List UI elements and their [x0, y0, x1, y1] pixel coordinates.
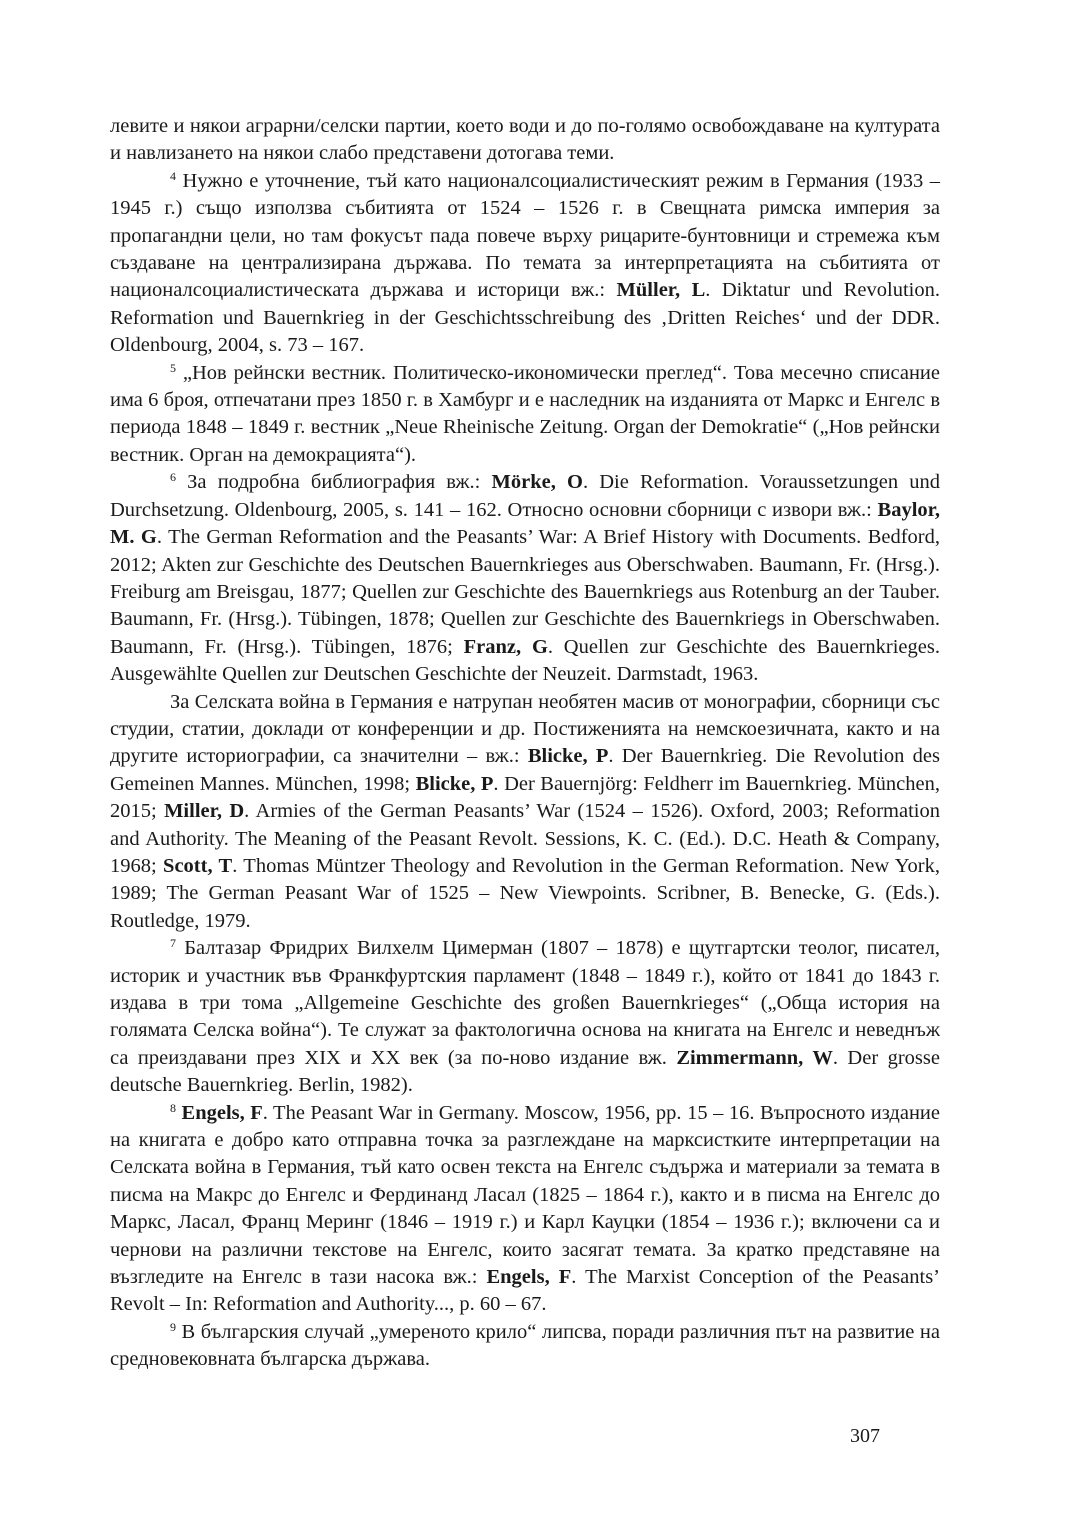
author-name: Miller, D [164, 800, 245, 823]
author-name: Engels, F [181, 1101, 263, 1124]
author-name: Blicke, P [527, 745, 609, 768]
text-run: . Der grosse deutsche Bauernkrieg. Berlin, 1982). [110, 1046, 940, 1097]
text-run: . The German Reformation and the Peasants’ War: A Brief History with Documents. Bedford, 2012; Akten zur Geschichte des Deutschen Bauernkrieges aus Oberschwaben. Baumann, Fr. (Hrsg.). Freiburg am Breisgau, 1877; Quellen zur Geschichte des Bauernkriegs aus Rotenburg an der Tauber. Baumann, Fr. (Hrsg.). Tübingen, 1878; Quellen zur Geschichte des Bauernkriegs in Oberschwaben. Baumann, Fr. (Hrsg.). Tübingen, 1876; [110, 526, 940, 658]
page-body [110, 113, 940, 1374]
footnote-number: 7 [170, 936, 176, 951]
footnote-number: 5 [170, 360, 176, 375]
author-name: Müller, L [616, 279, 706, 302]
footnote-number: 4 [170, 168, 176, 183]
text-run: . Der Bauernjörg: Feldherr im Bauernkrieg. München, 2015; [110, 772, 940, 823]
footnote-4 [110, 168, 940, 360]
text-run: . Diktatur und Revolution. Reformation und Bauernkrieg in der Geschichtsschreibung des ‚Dritten Reiches‘ und der DDR. Oldenbourg, 2004, s. 73 – 167. [110, 279, 940, 357]
footnote-number: 8 [170, 1100, 176, 1115]
author-name: Zimmermann, W [676, 1046, 833, 1069]
author-name: Scott, T [163, 854, 233, 877]
text-run: Нужно е уточнение, тъй като националсоциалистическият режим в Германия (1933 – 1945 г.) също използва събитията от 1524 – 1526 г. в Свещната римска империя за пропагандни цели, но там фокусът пада повече върху рицарите-бунтовници и стремежа към създаване на централизирана държава. По темата за интерпретацията на събитията от националсоциалистическата държава и историци вж.: [110, 169, 940, 302]
text-run: За подробна библиография вж.: [176, 471, 492, 494]
author-name: Blicke, P [415, 772, 494, 795]
paragraph-bibliography [110, 689, 940, 936]
footnote-number: 6 [170, 470, 176, 485]
text-run: Балтазар Фридрих Вилхелм Цимерман (1807 – 1878) е щутгартски теолог, писател, историк и участник във Франкфуртския парламент (1848 – 1849 г.), който от 1841 до 1843 г. издава в три тома „Allgemeine Geschichte des großen Bauernkrieges“ („Обща история на голямата Селска война“). Те служат за фактологична основа на книгата на Енгелс и неведнъж са преиздавани през XIX и XX век (за по-ново издание вж. [110, 937, 940, 1069]
text-run: В българския случай „умереното крило“ липсва, поради различния път на развитие на средновековната българска държава. [110, 1320, 940, 1371]
footnote-9 [110, 1319, 940, 1374]
page-number: 307 [850, 1425, 880, 1447]
text-run: . The Marxist Conception of the Peasants’ Revolt – In: Reformation and Authority..., p. 60 – 67. [110, 1266, 940, 1316]
text-run: . Der Bauernkrieg. Die Revolution des Gemeinen Mannes. München, 1998; [110, 745, 941, 795]
footnote-7 [110, 935, 940, 1099]
text-run: левите и някои аграрни/селски партии, което води и до по-голямо освобождаване на културата и навлизането на някои слабо представени дотогава теми. [110, 115, 940, 165]
footnote-6 [110, 469, 940, 688]
author-name: Baylor, M. G [110, 498, 940, 549]
paragraph-1 [110, 113, 940, 168]
text-run: За Селската война в Германия е натрупан необятен масив от монографии, сборници със студии, статии, доклади от конференции и др. Постиженията на немскоезичната, както и на другите историографии, са значителни – вж.: [110, 690, 940, 768]
text-run: . Armies of the German Peasants’ War (1524 – 1526). Oxford, 2003; Reformation and Authority. The Meaning of the Peasant Revolt. Sessions, K. C. (Ed.). D.C. Heath & Company, 1968; [110, 800, 940, 877]
author-name: Franz, G [463, 635, 548, 658]
footnote-5 [110, 360, 940, 470]
author-name: Mörke, O [491, 471, 583, 494]
text-run: . Die Reformation. Voraussetzungen und Durchsetzung. Oldenbourg, 2005, s. 141 – 162. Относно основни сборници с извори вж.: [110, 471, 940, 521]
footnote-number: 9 [170, 1319, 176, 1334]
text-run: . Quellen zur Geschichte des Bauernkrieges. Ausgewählte Quellen zur Deutschen Geschichte der Neuzeit. Darmstadt, 1963. [110, 635, 940, 686]
footnote-8 [110, 1100, 940, 1319]
text-run: . Thomas Müntzer Theology and Revolution in the German Reformation. New York, 1989; The German Peasant War of 1525 – New Viewpoints. Scribner, B. Benecke, G. (Eds.). Routledge, 1979. [110, 854, 940, 932]
author-name: Engels, F [486, 1266, 572, 1289]
text-run: . The Peasant War in Germany. Moscow, 1956, pp. 15 – 16. Въпросното издание на книгата е добро като отправна точка за разглеждане на марксистките интерпретации на Селската война в Германия, тъй като освен текста на Енгелс съдържа и материали за темата в писма на Макрс до Енгелс и Фердинанд Ласал (1825 – 1864 г.), както и в писма на Енгелс до Маркс, Ласал, Франц Меринг (1846 – 1919 г.) и Карл Кауцки (1854 – 1936 г.); включени са и чернови на различни текстове на Енгелс, които засягат темата. За кратко представяне на възгледите на Енгелс в тази насока вж.: [110, 1101, 941, 1289]
text-run: „Нов рейнски вестник. Политическо-икономически преглед“. Това месечно списание има 6 броя, отпечатани през 1850 г. в Хамбург и е наследник на изданията от Маркс и Енгелс в периода 1848 – 1849 г. вестник „Neue Rheinische Zeitung. Organ der Demokratie“ („Нов рейнски вестник. Орган на демокрацията“). [110, 361, 940, 466]
